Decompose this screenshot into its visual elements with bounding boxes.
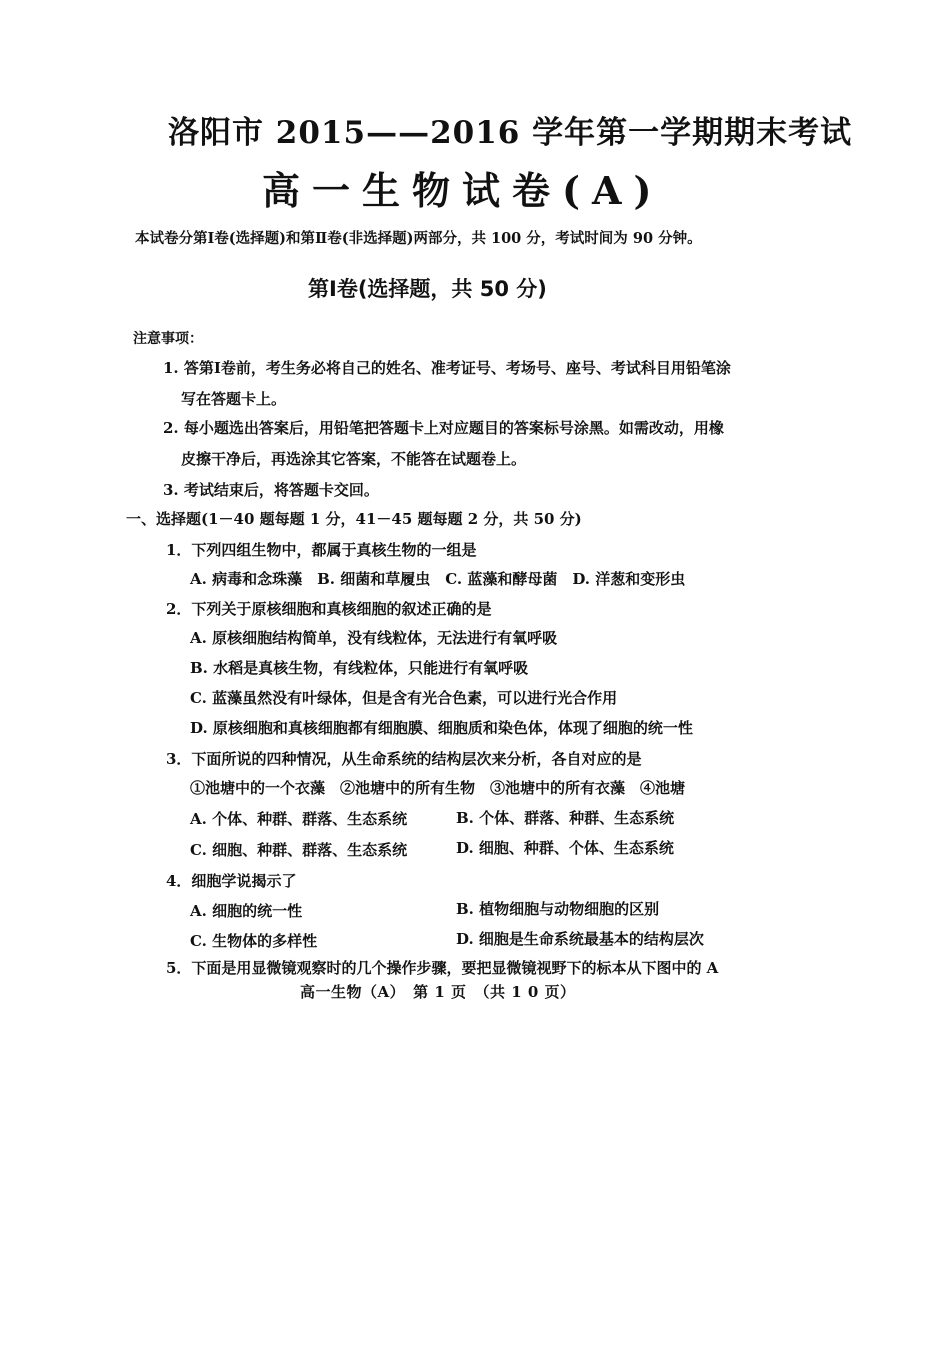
exam-title: 洛阳市 2015——2016 学年第一学期期末考试 — [168, 115, 853, 151]
question-4-option-c: C. 生物体的多样性 — [190, 932, 318, 950]
question-3-option-b: B. 个体、群落、种群、生态系统 — [456, 809, 675, 827]
note-item-3: 3. 考试结束后，将答题卡交回。 — [163, 481, 379, 499]
question-1-options: A. 病毒和念珠藻 B. 细菌和草履虫 C. 蓝藻和酵母菌 D. 洋葱和变形虫 — [190, 570, 686, 588]
question-2-option-c: C. 蓝藻虽然没有叶绿体，但是含有光合色素，可以进行光合作用 — [190, 689, 618, 707]
question-2-option-b: B. 水稻是真核生物，有线粒体，只能进行有氧呼吸 — [190, 659, 529, 677]
question-3-stem: 3．下面所说的四种情况，从生命系统的结构层次来分析，各自对应的是 — [166, 750, 642, 768]
section-heading: 第Ⅰ卷(选择题，共 50 分) — [308, 277, 547, 301]
question-4-option-b: B. 植物细胞与动物细胞的区别 — [456, 900, 660, 918]
page-footer: 高一生物（A） 第 1 页 （共 1 0 页） — [300, 983, 576, 1001]
question-4-option-a: A. 细胞的统一性 — [190, 902, 303, 920]
paper-intro: 本试卷分第Ⅰ卷(选择题)和第Ⅱ卷(非选择题)两部分，共 100 分，考试时间为 90 分钟。 — [135, 230, 702, 247]
notes-heading: 注意事项： — [133, 331, 203, 347]
question-5-stem: 5．下面是用显微镜观察时的几个操作步骤，要把显微镜视野下的标本从下图中的 A — [166, 959, 719, 977]
question-3-option-d: D. 细胞、种群、个体、生态系统 — [456, 839, 674, 857]
note-item-1-line-2: 写在答题卡上。 — [181, 390, 287, 408]
note-item-1-line-1: 1. 答第Ⅰ卷前，考生务必将自己的姓名、准考证号、考场号、座号、考试科目用铅笔涂 — [163, 359, 731, 377]
question-2-option-a: A. 原核细胞结构简单，没有线粒体，无法进行有氧呼吸 — [190, 629, 558, 647]
part-heading: 一、选择题(1－40 题每题 1 分，41－45 题每题 2 分，共 50 分) — [126, 510, 582, 528]
question-1-stem: 1．下列四组生物中，都属于真核生物的一组是 — [166, 541, 477, 559]
note-item-2-line-2: 皮擦干净后，再选涂其它答案，不能答在试题卷上。 — [181, 450, 527, 468]
paper-title: 高一生物试卷(A) — [262, 168, 664, 213]
note-item-2-line-1: 2. 每小题选出答案后，用铅笔把答题卡上对应题目的答案标号涂黑。如需改动，用橡 — [163, 419, 724, 437]
question-4-stem: 4．细胞学说揭示了 — [166, 872, 297, 890]
question-4-option-d: D. 细胞是生命系统最基本的结构层次 — [456, 930, 704, 948]
question-2-stem: 2．下列关于原核细胞和真核细胞的叙述正确的是 — [166, 600, 492, 618]
question-3-option-c: C. 细胞、种群、群落、生态系统 — [190, 841, 408, 859]
question-3-items: ①池塘中的一个衣藻 ②池塘中的所有生物 ③池塘中的所有衣藻 ④池塘 — [190, 779, 686, 797]
question-2-option-d: D. 原核细胞和真核细胞都有细胞膜、细胞质和染色体，体现了细胞的统一性 — [190, 719, 693, 737]
question-3-option-a: A. 个体、种群、群落、生态系统 — [190, 810, 408, 828]
